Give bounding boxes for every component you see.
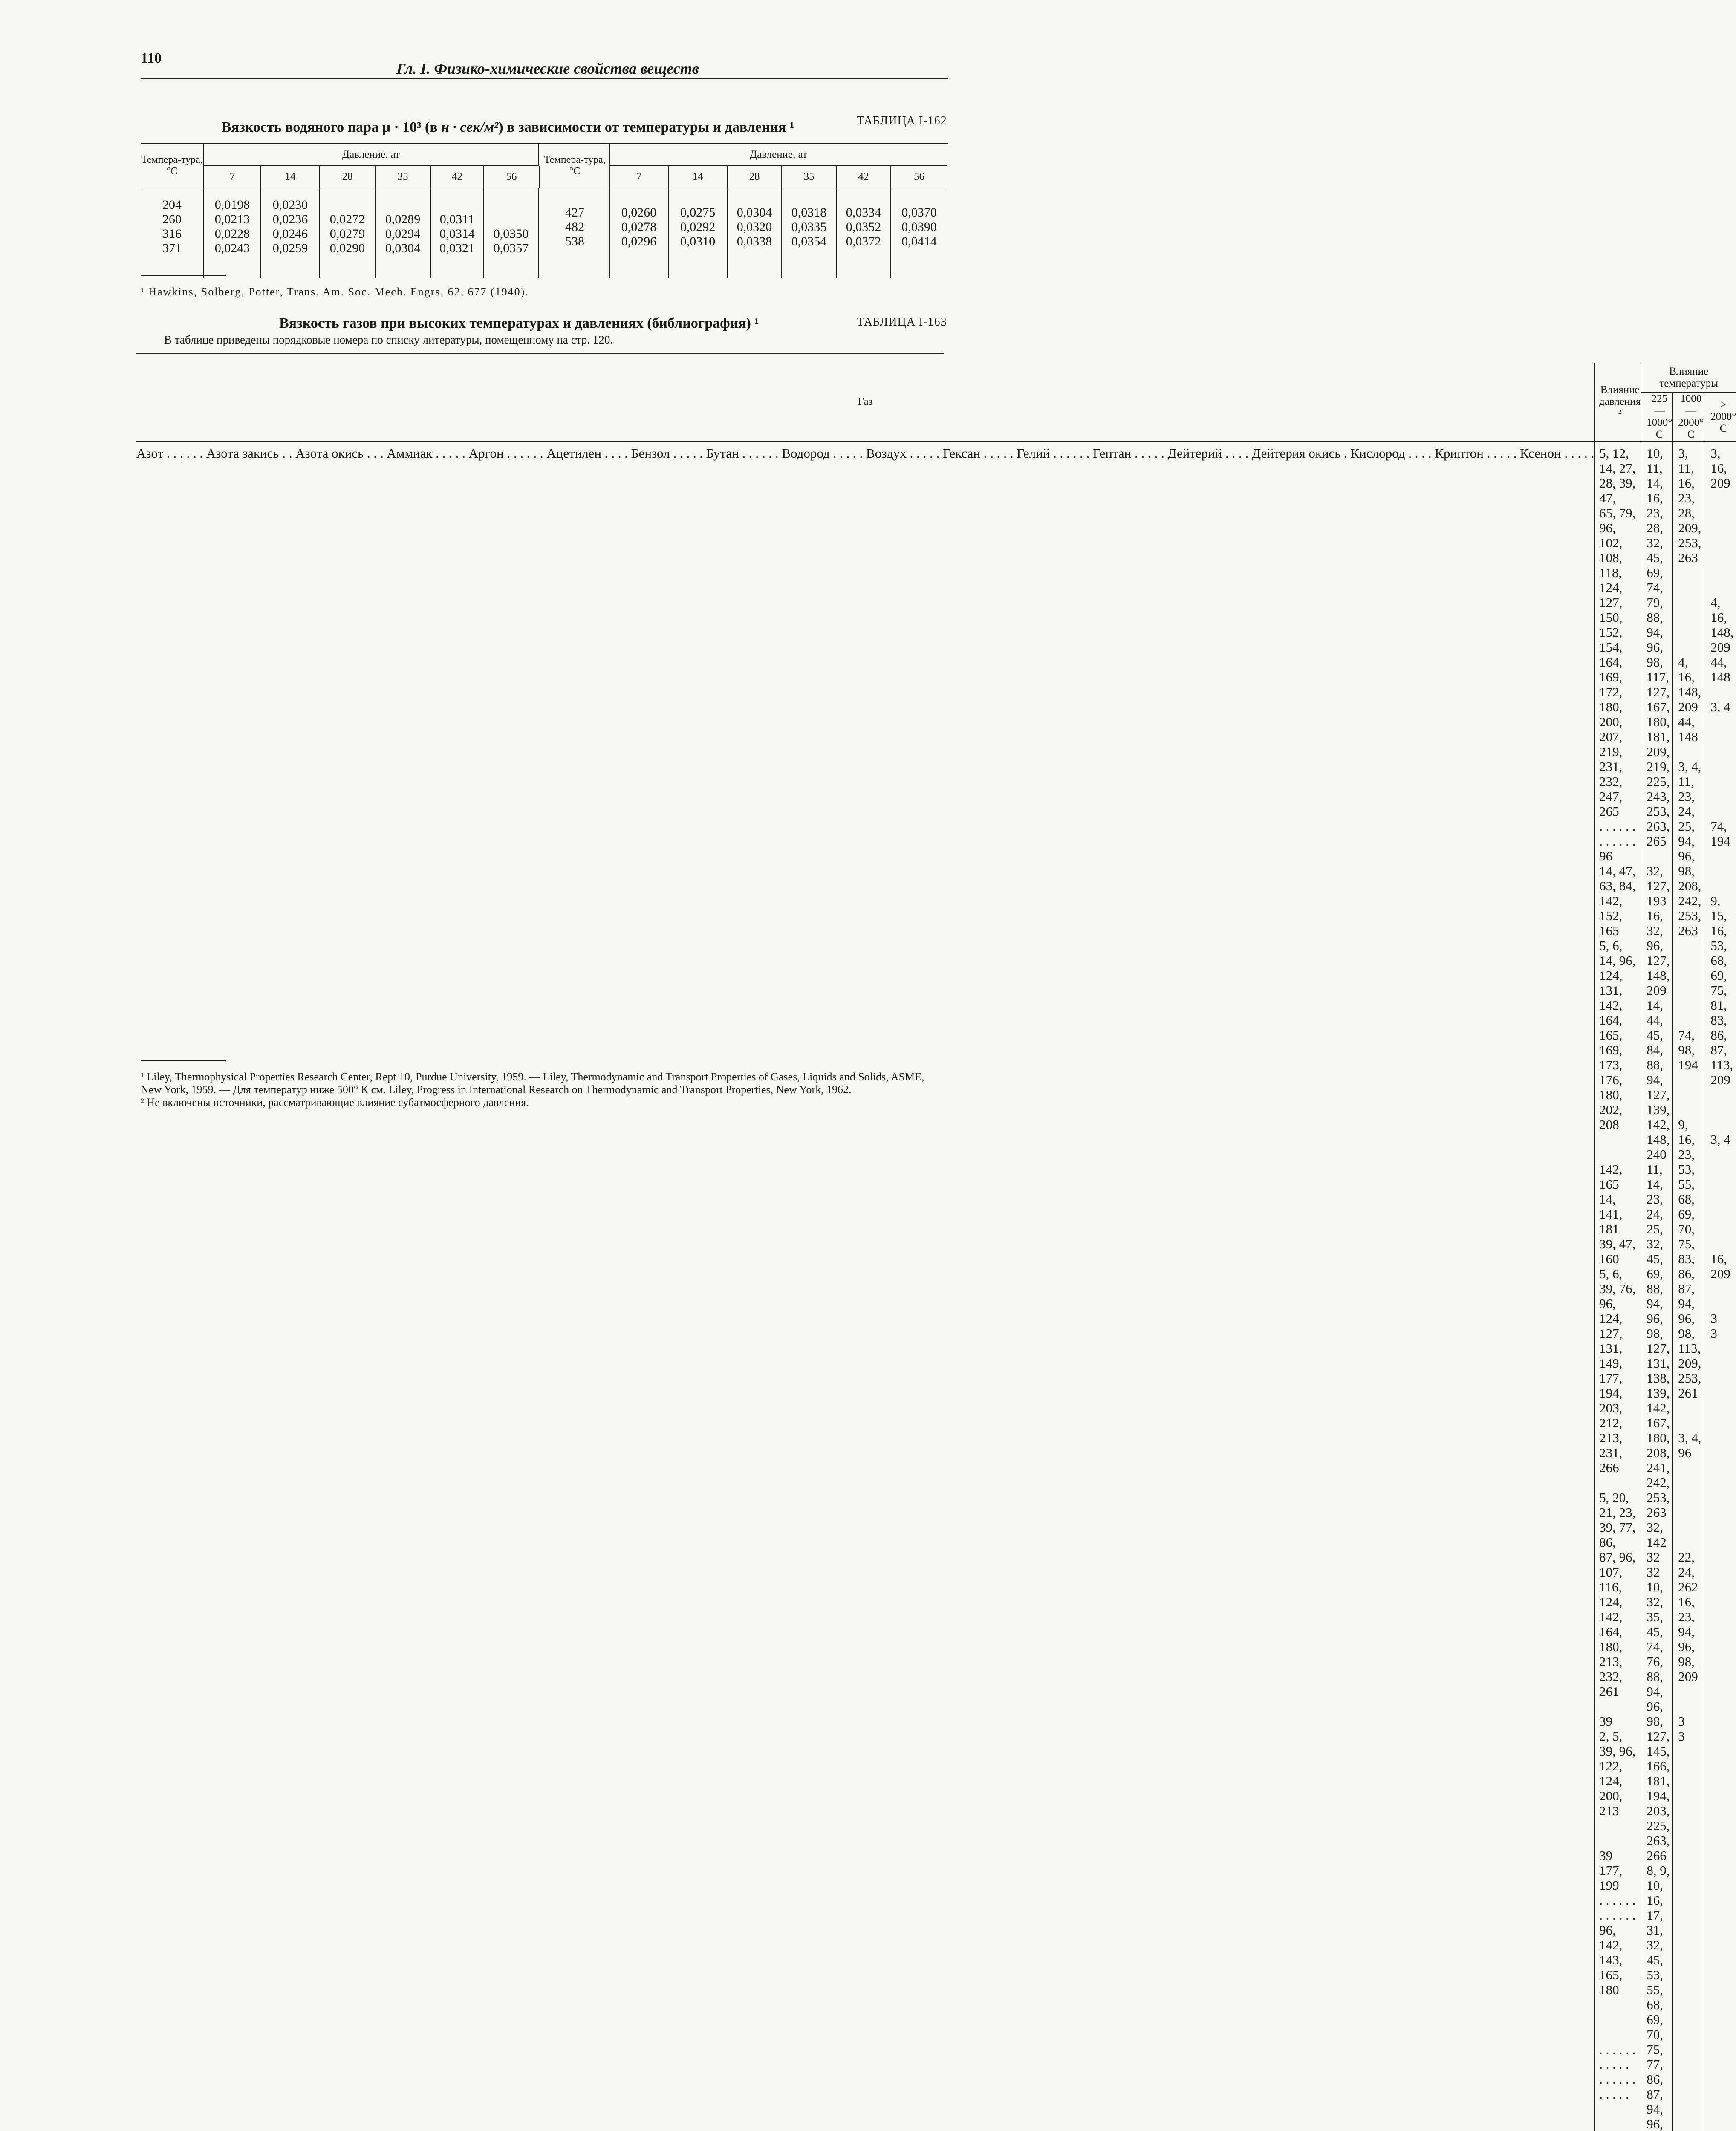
pressure-56: 56 — [484, 166, 539, 188]
page-number: 110 — [141, 50, 162, 66]
table1-cell: 0,0198 0,0213 0,0228 0,0243 — [204, 188, 261, 278]
pressure-14: 14 — [668, 166, 727, 188]
pressure-35: 35 — [782, 166, 836, 188]
pressure-7: 7 — [609, 166, 668, 188]
table2 — [136, 363, 1736, 2131]
table1-label: ТАБЛИЦА I-162 — [857, 114, 947, 127]
table1-cell: 0,0260 0,0278 0,0296 — [609, 188, 668, 278]
t1-refs: 10, 11, 14, 16, 23, 28, 32, 45, 69, 74, 79, 88, 94, 96, 98, 117, 127, 167, 180, 181, 209, 219, 225, 243, 253, 263, 265 32, 127, 193 16, 32, 96, 127, 148, 209 14, 44, 45, 84, 88, 94, 127, 139, 142, 148, 240 11, 14, 23, 24, 25, 32, 45, 69, 88, 94, 96, 98, 127, 131, 138, 139, 142, 167, 180, 208, 241, 242, 253, 263 32, 142 32 32 10, 32, 35, 45, 74, 76, 88, 94, 96, 98, 127, 145, 166, 181, 194, 203, 225, 263, 266 8, 9, 10, 16, 17, 31, 32, 45, 53, 55, 68, 69, 70, 75, 77, 86, 87, 94, 96, — [1641, 441, 1672, 2131]
table1-cell: 0,0289 0,0294 0,0304 — [375, 188, 430, 278]
gas-names: Азот . . . . . . Азота закись . . Азота окись . . . Аммиак . . . . . Аргон . . . . . . Ацетилен . . . . Бензол . . . . . Бутан . . . . . . Водород . . . . . Воздух . . . . . Гексан . . . . . Гелий . . . . . . Гептан . . . . . Дейтерий . . . . Дейтерия окись . Кислород . . . . Криптон . . . . . Ксенон . . . . . — [136, 446, 1594, 461]
col-temperature-header: Влияние температуры — [1641, 363, 1736, 393]
table1-cell: 0,0350 0,0357 — [484, 188, 539, 278]
pressure-28: 28 — [727, 166, 782, 188]
t3-refs: 3, 16, 209 4, 16, 148, 209 44, 148 3, 4 74, 194 9, 15, 16, 53, 68, 69, 75, 81, 83, 86, 87, 113, 209 3, 4 16, 209 3 3 — [1710, 446, 1734, 1341]
table1-temps-right: 427 482 538 — [539, 188, 609, 278]
col-pressure-header: Влияние давления ² — [1594, 363, 1641, 441]
table1-title: Вязкость водяного пара μ · 10³ (в н · сек/м²) в зависимости от температуры и давления ¹ — [222, 119, 794, 135]
table1-temp-header-left: Темпера-тура, °С — [141, 144, 204, 188]
pressure-7: 7 — [204, 166, 261, 188]
table2-top-rule — [136, 353, 944, 354]
col-gas-header: Газ — [136, 363, 1594, 441]
pressure-42: 42 — [836, 166, 891, 188]
footnote-rule — [141, 275, 226, 276]
footnote2-rule — [141, 1060, 226, 1061]
table1-footnote: ¹ Hawkins, Solberg, Potter, Trans. Am. Soc. Mech. Engrs, 62, 677 (1940). — [141, 286, 529, 298]
table2-footnote-1: ¹ Liley, Thermophysical Properties Research Center, Rept 10, Purdue University, 1959. — Liley, Thermodynamic and Transport Properties of Gases, Liquids and Solids, ASME, New York, 1959. — Для температур ниже 500° К см. Liley, Progress in International Research on Thermodynamic and Transport Properties, New York, 1962. — [141, 1071, 924, 1096]
table1-cell: 0,0304 0,0320 0,0338 — [727, 188, 782, 278]
t2-refs: 3, 11, 16, 23, 28, 209, 253, 263 4, 16, 148, 209 44, 148 3, 4, 11, 23, 24, 25, 94, 96, 98, 208, 242, 253, 263 74, 98, 194 9, 16, 23, 53, 55, 68, 69, 70, 75, 83, 86, 87, 94, 96, 98, 113, 209, 253, 261 3, 4, 96 22, 24, 262 16, 23, 94, 96, 98, 209 3 3 — [1672, 441, 1704, 2131]
table2-label: ТАБЛИЦА I-163 — [857, 315, 947, 329]
pressure-refs: 5, 12, 14, 27, 28, 39, 47, 65, 79, 96, 102, 108, 118, 124, 127, 150, 152, 154, 164, 169, 172, 180, 200, 207, 219, 231, 232, 247, 265 . . . . . . . . . . . . 96 14, 47, 63, 84, 142, 152, 165 5, 6, 14, 96, 124, 131, 142, 164, 165, 169, 173, 176, 180, 202, 208 142, 165 14, 141, 181 39, 47, 160 5, 6, 39, 76, 96, 124, 127, 131, 149, 177, 194, 203, 212, 213, 231, 266 5, 20, 21, 23, 39, 77, 86, 87, 96, 107, 116, 124, 142, 164, 180, 213, 232, 261 39 2, 5, 39, 96, 122, 124, 200, 213 39 177, 199 . . . . . . . . . . . . 96, 142, 143, 165, 180 . . . . . . . . . . . . . . . . . . . . . . — [1594, 441, 1641, 2131]
pressure-35: 35 — [375, 166, 430, 188]
col-t2-header: 1000—2000° С — [1672, 393, 1704, 441]
table2-footnote-2: ² Не включены источники, рассматривающие влияние субатмосферного давления. — [141, 1096, 529, 1109]
table1-cell: 0,0334 0,0352 0,0372 — [836, 188, 891, 278]
table1-temps-left: 204 260 316 371 — [141, 188, 204, 278]
table2-footnotes — [141, 1071, 942, 1109]
table1-cell: 0,0272 0,0279 0,0290 — [320, 188, 375, 278]
pressure-14: 14 — [261, 166, 320, 188]
table1-pressure-header-left: Давление, ат — [204, 144, 539, 166]
col-t3-header: > 2000° С — [1704, 393, 1736, 441]
table1-temp-header-right: Темпера-тура, °С — [539, 144, 609, 188]
table1-pressure-header-right: Давление, ат — [609, 144, 947, 166]
table1-cell: 0,0275 0,0292 0,0310 — [668, 188, 727, 278]
table2-title: Вязкость газов при высоких температурах и давлениях (библиография) ¹ — [279, 315, 759, 331]
table1-cell: 0,0370 0,0390 0,0414 — [901, 205, 937, 248]
table1-cell: 0,0311 0,0314 0,0321 — [430, 188, 484, 278]
table2-note: В таблице приведены порядковые номера по списку литературы, помещенному на стр. 120. — [164, 333, 613, 346]
pressure-42: 42 — [430, 166, 484, 188]
header-rule — [141, 78, 948, 79]
col-t1-header: 225—1000° С — [1641, 393, 1672, 441]
table1 — [141, 144, 947, 278]
running-head: Гл. I. Физико-химические свойства веществ — [396, 60, 699, 77]
pressure-28: 28 — [320, 166, 375, 188]
pressure-56: 56 — [891, 166, 947, 188]
table1-cell: 0,0230 0,0236 0,0246 0,0259 — [261, 188, 320, 278]
table1-cell: 0,0318 0,0335 0,0354 — [782, 188, 836, 278]
